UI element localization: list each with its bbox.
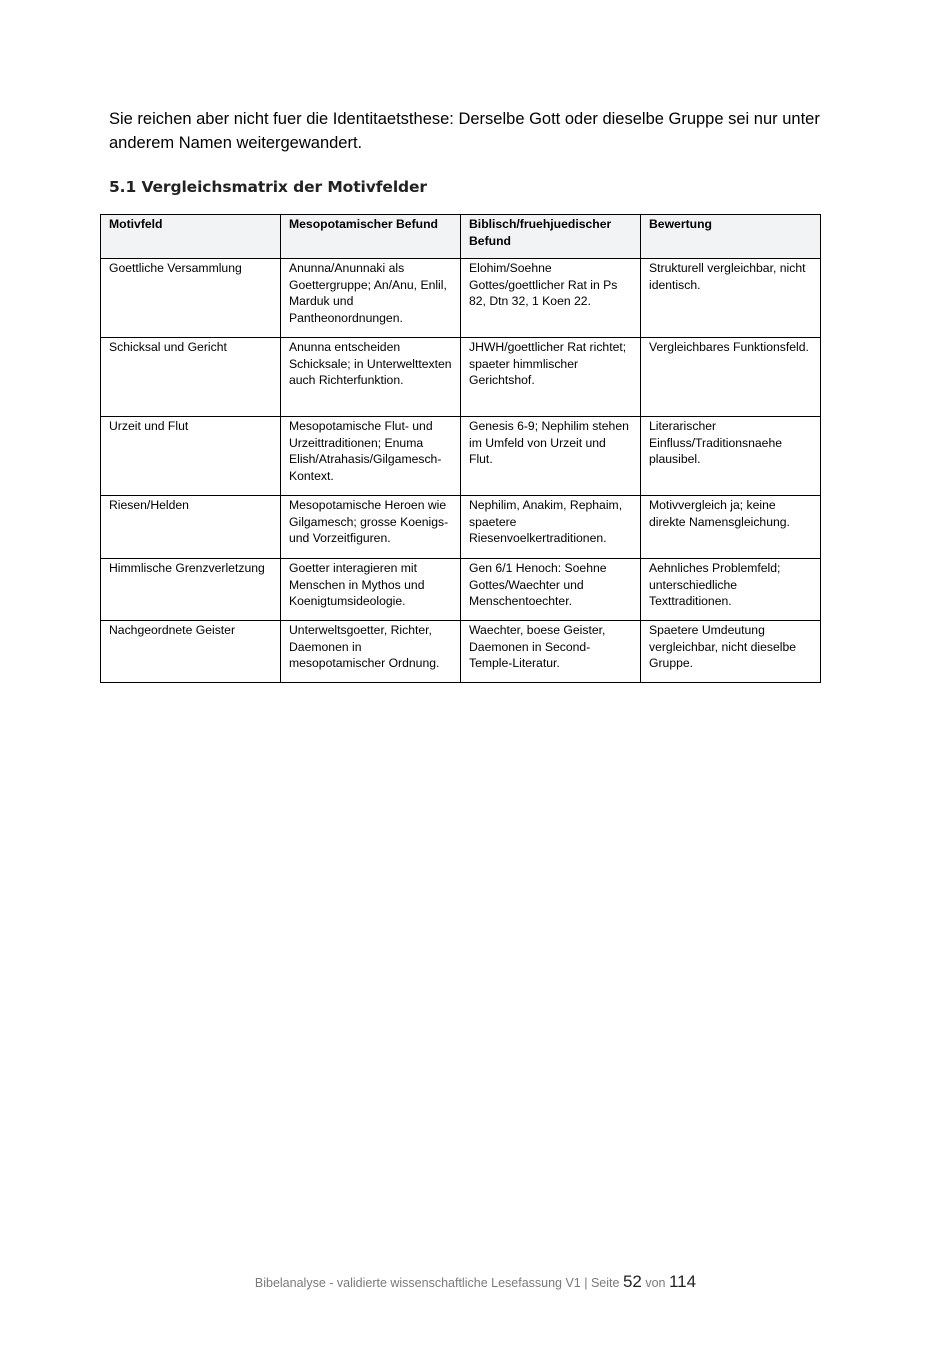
table-cell: Motivvergleich ja; keine direkte Namensgleichung. — [641, 496, 821, 559]
table-cell: Nachgeordnete Geister — [101, 621, 281, 683]
table-cell: Spaetere Umdeutung vergleichbar, nicht dieselbe Gruppe. — [641, 621, 821, 683]
table-cell: Goetter interagieren mit Menschen in Mythos und Koenigtumsideologie. — [281, 559, 461, 621]
table-cell: Goettliche Versammlung — [101, 259, 281, 338]
current-page-number: 52 — [622, 1272, 642, 1291]
table-row — [101, 621, 821, 683]
table-row — [101, 496, 821, 559]
table-cell: Urzeit und Flut — [101, 417, 281, 496]
table-header-row — [101, 215, 821, 259]
table-cell: JHWH/goettlicher Rat richtet; spaeter himmlischer Gerichtshof. — [461, 338, 641, 417]
table-cell: Vergleichbares Funktionsfeld. — [641, 338, 821, 417]
table-row — [101, 338, 821, 417]
footer-of-label: von — [645, 1276, 666, 1290]
page-footer — [0, 1272, 951, 1292]
section-heading: 5.1 Vergleichsmatrix der Motivfelder — [109, 178, 427, 196]
table-cell: Schicksal und Gericht — [101, 338, 281, 417]
column-header: Bewertung — [641, 215, 821, 259]
table-cell: Anunna/Anunnaki als Goettergruppe; An/Anu, Enlil, Marduk und Pantheonordnungen. — [281, 259, 461, 338]
footer-text: Bibelanalyse - validierte wissenschaftliche Lesefassung V1 | Seite — [254, 1276, 620, 1290]
table-row — [101, 259, 821, 338]
table-cell: Himmlische Grenzverletzung — [101, 559, 281, 621]
table-cell: Mesopotamische Flut- und Urzeittraditionen; Enuma Elish/Atrahasis/Gilgamesch-Kontext. — [281, 417, 461, 496]
table-cell: Literarischer Einfluss/Traditionsnaehe plausibel. — [641, 417, 821, 496]
table-row — [101, 559, 821, 621]
column-header: Mesopotamischer Befund — [281, 215, 461, 259]
table-cell: Elohim/Soehne Gottes/goettlicher Rat in Ps 82, Dtn 32, 1 Koen 22. — [461, 259, 641, 338]
table-cell: Genesis 6-9; Nephilim stehen im Umfeld von Urzeit und Flut. — [461, 417, 641, 496]
intro-paragraph: Sie reichen aber nicht fuer die Identitaetsthese: Derselbe Gott oder dieselbe Gruppe sei nur unter anderem Namen weitergewandert. — [109, 110, 820, 152]
table-cell: Strukturell vergleichbar, nicht identisch. — [641, 259, 821, 338]
table-cell: Mesopotamische Heroen wie Gilgamesch; grosse Koenigs- und Vorzeitfiguren. — [281, 496, 461, 559]
comparison-matrix-table — [100, 214, 821, 683]
column-header: Biblisch/fruehjuedischer Befund — [461, 215, 641, 259]
table-cell: Anunna entscheiden Schicksale; in Unterwelttexten auch Richterfunktion. — [281, 338, 461, 417]
table-cell: Aehnliches Problemfeld; unterschiedliche Texttraditionen. — [641, 559, 821, 621]
table-cell: Waechter, boese Geister, Daemonen in Second-Temple-Literatur. — [461, 621, 641, 683]
table-cell: Gen 6/1 Henoch: Soehne Gottes/Waechter und Menschentoechter. — [461, 559, 641, 621]
total-page-count: 114 — [668, 1272, 697, 1291]
table-cell: Unterweltsgoetter, Richter, Daemonen in mesopotamischer Ordnung. — [281, 621, 461, 683]
table-cell: Nephilim, Anakim, Rephaim, spaetere Riesenvoelkertraditionen. — [461, 496, 641, 559]
table-cell: Riesen/Helden — [101, 496, 281, 559]
column-header: Motivfeld — [101, 215, 281, 259]
table-row — [101, 417, 821, 496]
